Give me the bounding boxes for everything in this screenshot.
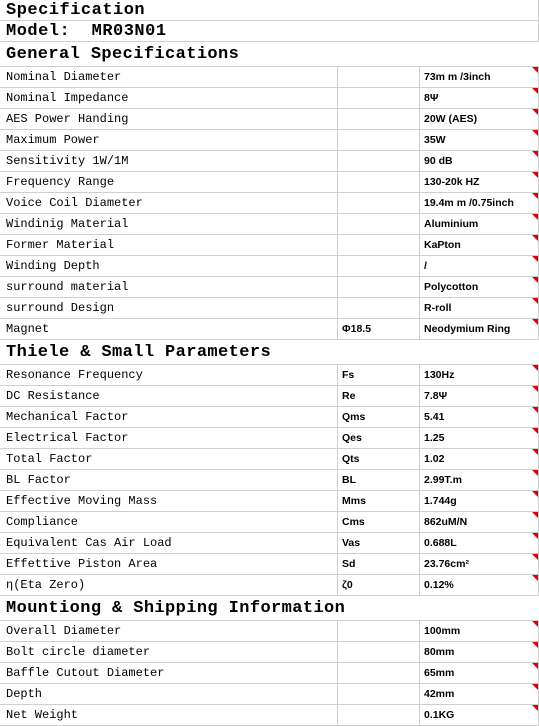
parameter-label: Electrical Factor: [6, 431, 129, 445]
table-row: [0, 298, 539, 319]
value-cell[interactable]: [420, 407, 539, 427]
parameter-value: Neodymium Ring: [424, 323, 511, 335]
symbol-cell[interactable]: [338, 172, 420, 192]
parameter-label: surround Design: [6, 301, 115, 315]
symbol-cell[interactable]: [338, 407, 420, 427]
value-cell[interactable]: [420, 130, 539, 150]
model-row[interactable]: [0, 21, 539, 42]
parameter-cell[interactable]: [0, 277, 338, 297]
symbol-cell[interactable]: [338, 256, 420, 276]
value-cell[interactable]: [420, 365, 539, 385]
comment-indicator-icon[interactable]: [532, 533, 538, 539]
table-row: [0, 172, 539, 193]
parameter-value: 100mm: [424, 625, 461, 637]
value-cell[interactable]: [420, 554, 539, 574]
parameter-label: Winding Depth: [6, 259, 100, 273]
table-row: [0, 109, 539, 130]
table-row: [0, 277, 539, 298]
parameter-value: Polycotton: [424, 281, 479, 293]
table-row: [0, 470, 539, 491]
parameter-symbol: Mms: [342, 495, 366, 507]
parameter-label: Magnet: [6, 322, 50, 336]
parameter-label: Net Weight: [6, 708, 79, 722]
parameter-label: Mechanical Factor: [6, 410, 129, 424]
symbol-cell[interactable]: [338, 235, 420, 255]
section-heading-row[interactable]: [0, 596, 539, 621]
symbol-cell[interactable]: [338, 386, 420, 406]
table-row: [0, 319, 539, 340]
parameter-cell[interactable]: [0, 109, 338, 129]
parameter-cell[interactable]: [0, 151, 338, 171]
symbol-cell[interactable]: [338, 298, 420, 318]
value-cell[interactable]: [420, 277, 539, 297]
value-cell[interactable]: [420, 512, 539, 532]
value-cell[interactable]: [420, 575, 539, 595]
value-cell[interactable]: [420, 256, 539, 276]
value-cell[interactable]: [420, 235, 539, 255]
table-row: [0, 407, 539, 428]
table-row: [0, 705, 539, 726]
symbol-cell[interactable]: [338, 554, 420, 574]
parameter-cell[interactable]: [0, 172, 338, 192]
value-cell[interactable]: [420, 491, 539, 511]
parameter-cell[interactable]: [0, 684, 338, 704]
symbol-cell[interactable]: [338, 214, 420, 234]
parameter-value: 2.99T.m: [424, 474, 462, 486]
symbol-cell[interactable]: [338, 428, 420, 448]
parameter-cell[interactable]: [0, 386, 338, 406]
parameter-cell[interactable]: [0, 575, 338, 595]
section-heading-row[interactable]: [0, 340, 539, 365]
symbol-cell[interactable]: [338, 684, 420, 704]
parameter-cell[interactable]: [0, 407, 338, 427]
parameter-value: 35W: [424, 134, 446, 146]
parameter-label: BL Factor: [6, 473, 71, 487]
symbol-cell[interactable]: [338, 491, 420, 511]
parameter-label: Resonance Frequency: [6, 368, 143, 382]
value-cell[interactable]: [420, 386, 539, 406]
document-title: Specification: [6, 1, 146, 20]
parameter-label: Former Material: [6, 238, 115, 252]
parameter-label: surround material: [6, 280, 129, 294]
value-cell[interactable]: [420, 705, 539, 725]
parameter-cell[interactable]: [0, 88, 338, 108]
symbol-cell[interactable]: [338, 533, 420, 553]
parameter-symbol: Vas: [342, 537, 361, 549]
parameter-label: Voice Coil Diameter: [6, 196, 143, 210]
parameter-label: Compliance: [6, 515, 79, 529]
sections-container: [0, 42, 539, 726]
symbol-cell[interactable]: [338, 470, 420, 490]
table-row: [0, 214, 539, 235]
parameter-cell[interactable]: [0, 193, 338, 213]
comment-indicator-icon[interactable]: [532, 663, 538, 669]
comment-indicator-icon[interactable]: [532, 365, 538, 371]
parameter-cell[interactable]: [0, 130, 338, 150]
parameter-value: 23.76cm²: [424, 558, 469, 570]
section-heading: General Specifications: [6, 45, 240, 64]
table-row: [0, 67, 539, 88]
parameter-value: 65mm: [424, 667, 455, 679]
comment-indicator-icon[interactable]: [532, 67, 538, 73]
symbol-cell[interactable]: [338, 663, 420, 683]
parameter-label: Bolt circle diameter: [6, 645, 151, 659]
parameter-cell[interactable]: [0, 67, 338, 87]
symbol-cell[interactable]: [338, 151, 420, 171]
parameter-value: 0.688L: [424, 537, 457, 549]
parameter-label: Overall Diameter: [6, 624, 122, 638]
parameter-label: Depth: [6, 687, 43, 701]
parameter-value: 8Ψ: [424, 92, 439, 104]
parameter-value: 90 dB: [424, 155, 453, 167]
value-cell[interactable]: [420, 109, 539, 129]
value-cell[interactable]: [420, 533, 539, 553]
table-row: [0, 575, 539, 596]
table-row: [0, 130, 539, 151]
parameter-cell[interactable]: [0, 319, 338, 339]
parameter-symbol: Φ18.5: [342, 323, 372, 335]
comment-indicator-icon[interactable]: [532, 621, 538, 627]
comment-indicator-icon[interactable]: [532, 705, 538, 711]
table-row: [0, 365, 539, 386]
comment-indicator-icon[interactable]: [532, 319, 538, 325]
parameter-label: Sensitivity 1W/1M: [6, 154, 129, 168]
value-cell[interactable]: [420, 151, 539, 171]
parameter-label: Maximum Power: [6, 133, 100, 147]
parameter-symbol: ζ0: [342, 579, 353, 591]
comment-indicator-icon[interactable]: [532, 386, 538, 392]
value-cell[interactable]: [420, 67, 539, 87]
parameter-value: 862uM/N: [424, 516, 468, 528]
symbol-cell[interactable]: [338, 193, 420, 213]
comment-indicator-icon[interactable]: [532, 130, 538, 136]
parameter-cell[interactable]: [0, 554, 338, 574]
symbol-cell[interactable]: [338, 705, 420, 725]
comment-indicator-icon[interactable]: [532, 407, 538, 413]
value-cell[interactable]: [420, 621, 539, 641]
value-cell[interactable]: [420, 88, 539, 108]
parameter-value: KaPton: [424, 239, 461, 251]
symbol-cell[interactable]: [338, 449, 420, 469]
comment-indicator-icon[interactable]: [532, 193, 538, 199]
parameter-cell[interactable]: [0, 663, 338, 683]
comment-indicator-icon[interactable]: [532, 256, 538, 262]
value-cell[interactable]: [420, 214, 539, 234]
parameter-value: 1.744g: [424, 495, 457, 507]
parameter-value: /: [424, 260, 427, 272]
comment-indicator-icon[interactable]: [532, 554, 538, 560]
parameter-label: Equivalent Cas Air Load: [6, 536, 172, 550]
parameter-cell[interactable]: [0, 449, 338, 469]
table-row: [0, 684, 539, 705]
symbol-cell[interactable]: [338, 67, 420, 87]
parameter-value: 1.02: [424, 453, 445, 465]
parameter-symbol: Fs: [342, 369, 355, 381]
parameter-label: Frequency Range: [6, 175, 115, 189]
parameter-cell[interactable]: [0, 642, 338, 662]
parameter-symbol: Qms: [342, 411, 366, 423]
table-row: [0, 449, 539, 470]
symbol-cell[interactable]: [338, 642, 420, 662]
symbol-cell[interactable]: [338, 319, 420, 339]
comment-indicator-icon[interactable]: [532, 109, 538, 115]
parameter-label: Baffle Cutout Diameter: [6, 666, 165, 680]
value-cell[interactable]: [420, 684, 539, 704]
parameter-label: Nominal Diameter: [6, 70, 122, 84]
parameter-cell[interactable]: [0, 470, 338, 490]
table-row: [0, 512, 539, 533]
parameter-value: 7.8Ψ: [424, 390, 448, 402]
parameter-value: 19.4m m /0.75inch: [424, 197, 514, 209]
parameter-label: AES Power Handing: [6, 112, 129, 126]
symbol-cell[interactable]: [338, 621, 420, 641]
parameter-cell[interactable]: [0, 235, 338, 255]
parameter-symbol: Qes: [342, 432, 362, 444]
parameter-label: Effective Moving Mass: [6, 494, 158, 508]
parameter-symbol: Qts: [342, 453, 360, 465]
table-row: [0, 642, 539, 663]
value-cell[interactable]: [420, 172, 539, 192]
section-heading: Thiele & Small Parameters: [6, 343, 272, 362]
table-row: [0, 88, 539, 109]
parameter-symbol: BL: [342, 474, 356, 486]
table-row: [0, 386, 539, 407]
parameter-value: 42mm: [424, 688, 455, 700]
value-cell[interactable]: [420, 319, 539, 339]
parameter-value: 0.1KG: [424, 709, 455, 721]
comment-indicator-icon[interactable]: [532, 642, 538, 648]
parameter-symbol: Sd: [342, 558, 356, 570]
value-cell[interactable]: [420, 428, 539, 448]
parameter-value: 5.41: [424, 411, 445, 423]
comment-indicator-icon[interactable]: [532, 428, 538, 434]
parameter-value: 73m m /3inch: [424, 71, 491, 83]
comment-indicator-icon[interactable]: [532, 172, 538, 178]
symbol-cell[interactable]: [338, 512, 420, 532]
section-heading: Mountiong & Shipping Information: [6, 599, 346, 618]
comment-indicator-icon[interactable]: [532, 235, 538, 241]
symbol-cell[interactable]: [338, 88, 420, 108]
parameter-cell[interactable]: [0, 512, 338, 532]
value-cell[interactable]: [420, 642, 539, 662]
parameter-label: Nominal Impedance: [6, 91, 129, 105]
comment-indicator-icon[interactable]: [532, 88, 538, 94]
symbol-cell[interactable]: [338, 365, 420, 385]
comment-indicator-icon[interactable]: [532, 277, 538, 283]
parameter-label: Total Factor: [6, 452, 93, 466]
parameter-cell[interactable]: [0, 428, 338, 448]
parameter-label: DC Resistance: [6, 389, 100, 403]
comment-indicator-icon[interactable]: [532, 575, 538, 581]
parameter-symbol: Re: [342, 390, 356, 402]
parameter-value: 20W (AES): [424, 113, 478, 125]
parameter-cell[interactable]: [0, 533, 338, 553]
value-cell[interactable]: [420, 663, 539, 683]
model-line: Model: MR03N01: [6, 22, 167, 41]
table-row: [0, 428, 539, 449]
comment-indicator-icon[interactable]: [532, 470, 538, 476]
parameter-value: 0.12%: [424, 579, 454, 591]
symbol-cell[interactable]: [338, 130, 420, 150]
table-row: [0, 193, 539, 214]
parameter-cell[interactable]: [0, 214, 338, 234]
table-row: [0, 256, 539, 277]
table-row: [0, 491, 539, 512]
value-cell[interactable]: [420, 449, 539, 469]
comment-indicator-icon[interactable]: [532, 491, 538, 497]
parameter-value: 130-20k HZ: [424, 176, 480, 188]
parameter-label: Windinig Material: [6, 217, 129, 231]
parameter-label: Effettive Piston Area: [6, 557, 158, 571]
parameter-cell[interactable]: [0, 705, 338, 725]
parameter-cell[interactable]: [0, 256, 338, 276]
parameter-cell[interactable]: [0, 365, 338, 385]
value-cell[interactable]: [420, 298, 539, 318]
parameter-value: 130Hz: [424, 369, 455, 381]
value-cell[interactable]: [420, 470, 539, 490]
parameter-cell[interactable]: [0, 491, 338, 511]
comment-indicator-icon[interactable]: [532, 449, 538, 455]
parameter-cell[interactable]: [0, 621, 338, 641]
symbol-cell[interactable]: [338, 575, 420, 595]
parameter-value: 80mm: [424, 646, 455, 658]
parameter-symbol: Cms: [342, 516, 365, 528]
table-row: [0, 235, 539, 256]
symbol-cell[interactable]: [338, 109, 420, 129]
comment-indicator-icon[interactable]: [532, 151, 538, 157]
table-row: [0, 663, 539, 684]
table-row: [0, 533, 539, 554]
parameter-value: Aluminium: [424, 218, 479, 230]
title-row[interactable]: [0, 0, 539, 21]
value-cell[interactable]: [420, 193, 539, 213]
table-row: [0, 151, 539, 172]
comment-indicator-icon[interactable]: [532, 214, 538, 220]
comment-indicator-icon[interactable]: [532, 684, 538, 690]
parameter-cell[interactable]: [0, 298, 338, 318]
comment-indicator-icon[interactable]: [532, 298, 538, 304]
parameter-label: η(Eta Zero): [6, 578, 86, 592]
table-row: [0, 554, 539, 575]
section-heading-row[interactable]: [0, 42, 539, 67]
table-row: [0, 621, 539, 642]
symbol-cell[interactable]: [338, 277, 420, 297]
parameter-value: R-roll: [424, 302, 452, 314]
parameter-value: 1.25: [424, 432, 445, 444]
comment-indicator-icon[interactable]: [532, 512, 538, 518]
